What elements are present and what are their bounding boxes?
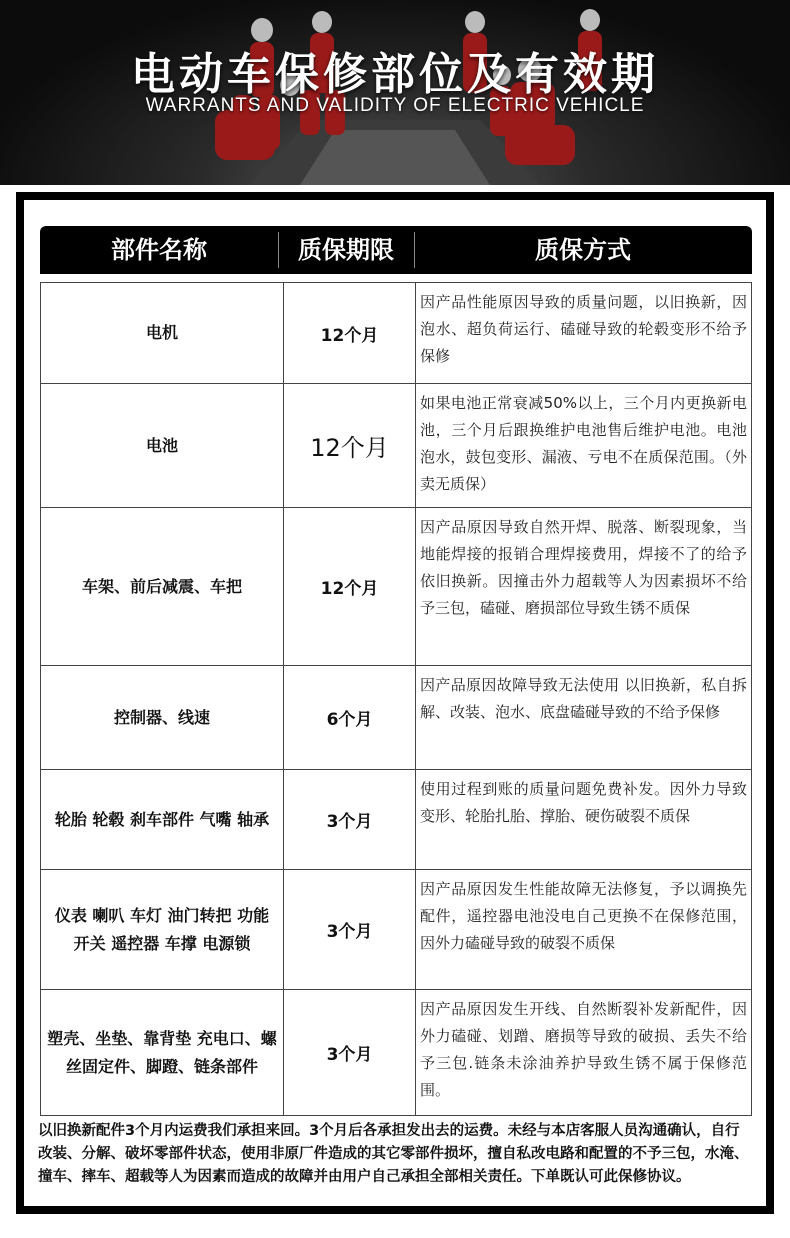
table-row [40, 282, 752, 384]
banner-subtitle: WARRANTS AND VALIDITY OF ELECTRIC VEHICLE [145, 95, 645, 116]
method-cell: 因产品性能原因导致的质量问题，以旧换新，因泡水、超负荷运行、磕碰导致的轮毂变形不给予保修 [416, 283, 752, 383]
header-part-name: 部件名称 [111, 236, 207, 264]
period-cell: 12个月 [284, 508, 416, 665]
table-row [40, 770, 752, 870]
banner [0, 0, 790, 185]
part-name-cell: 电池 [40, 384, 284, 507]
banner-title: 电动车保修部位及有效期 [131, 49, 659, 100]
part-name-cell: 控制器、线速 [40, 666, 284, 769]
part-name-cell: 仪表 喇叭 车灯 油门转把 功能开关 遥控器 车撑 电源锁 [40, 870, 284, 989]
method-cell: 因产品原因故障导致无法使用 以旧换新，私自拆解、改装、泡水、底盘磕碰导致的不给予保修 [416, 666, 752, 769]
period-cell: 12个月 [284, 384, 416, 507]
table-header [40, 226, 752, 274]
period-cell: 12个月 [284, 283, 416, 383]
method-cell: 如果电池正常衰减50%以上，三个月内更换新电池，三个月后跟换维护电池售后维护电池。电池泡水，鼓包变形、漏液、亏电不在质保范围。（外卖无质保） [416, 384, 752, 507]
header-warranty-period: 质保期限 [298, 236, 394, 264]
table-row [40, 384, 752, 508]
period-cell: 3个月 [284, 870, 416, 989]
part-name-cell: 电机 [40, 283, 284, 383]
footer-note: 以旧换新配件3个月内运费我们承担来回。3个月后各承担发出去的运费。未经与本店客服人员沟通确认，自行改装、分解、破坏零部件状态，使用非原厂件造成的其它零部件损坏，擅自私改电路和配置的不予三包，水淹、撞车、摔车、超载等人为因素而造成的故障并由用户自己承担全部相关责任。下单既认可此保修协议。 [38, 1123, 749, 1185]
period-cell: 3个月 [284, 770, 416, 869]
part-name-cell: 车架、前后减震、车把 [40, 508, 284, 665]
part-name-cell: 轮胎 轮毂 刹车部件 气嘴 轴承 [40, 770, 284, 869]
header-warranty-method: 质保方式 [535, 236, 631, 264]
period-cell: 6个月 [284, 666, 416, 769]
table-row [40, 666, 752, 770]
period-cell: 3个月 [284, 990, 416, 1115]
part-name-cell: 塑壳、坐垫、靠背垫 充电口、螺丝固定件、脚蹬、链条部件 [40, 990, 284, 1115]
table-row [40, 508, 752, 666]
method-cell: 因产品原因发生开线、自然断裂补发新配件，因外力磕碰、划蹭、磨损等导致的破损、丢失不给予三包.链条未涂油养护导致生锈不属于保修范围。 [416, 990, 752, 1115]
table-row [40, 870, 752, 990]
method-cell: 使用过程到账的质量问题免费补发。因外力导致变形、轮胎扎胎、撑胎、硬伤破裂不质保 [416, 770, 752, 869]
method-cell: 因产品原因导致自然开焊、脱落、断裂现象，当地能焊接的报销合理焊接费用，焊接不了的给予依旧换新。因撞击外力超载等人为因素损坏不给予三包，磕碰、磨损部位导致生锈不质保 [416, 508, 752, 665]
method-cell: 因产品原因发生性能故障无法修复，予以调换先配件，遥控器电池没电自己更换不在保修范围，因外力磕碰导致的破裂不质保 [416, 870, 752, 989]
table-row [40, 990, 752, 1116]
